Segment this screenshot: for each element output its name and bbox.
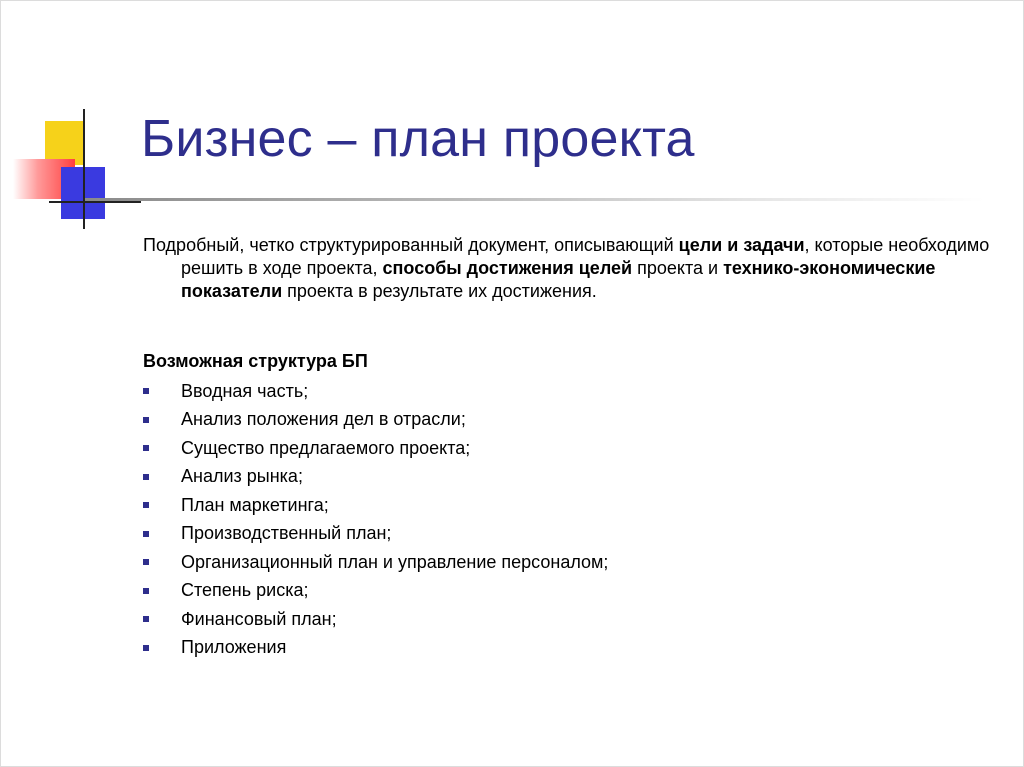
list-item xyxy=(143,605,608,634)
list-item-text: Вводная часть; xyxy=(181,380,309,401)
bullet-square-icon xyxy=(143,588,149,594)
intro-bold-methods: способы достижения целей xyxy=(382,258,633,278)
structure-list xyxy=(143,377,608,662)
list-item xyxy=(143,634,608,663)
intro-bold-goals: цели и задачи xyxy=(678,235,805,255)
deco-vertical-line xyxy=(83,109,85,229)
bullet-square-icon xyxy=(143,616,149,622)
list-item xyxy=(143,463,608,492)
bullet-square-icon xyxy=(143,388,149,394)
list-item-text: Приложения xyxy=(181,637,287,658)
intro-text-3: проекта и xyxy=(632,258,724,278)
title-underline xyxy=(85,198,985,201)
bullet-square-icon xyxy=(143,417,149,423)
list-item-text: Производственный план; xyxy=(181,523,392,544)
intro-text-1: Подробный, четко структурированный документ, описывающий xyxy=(143,235,679,255)
bullet-square-icon xyxy=(143,645,149,651)
deco-horizontal-line xyxy=(49,201,141,203)
intro-text-2: , которые необходимо решить в ходе проекта, xyxy=(181,235,990,278)
list-item-text: Организационный план и управление персоналом; xyxy=(181,551,609,572)
list-item-text: Анализ положения дел в отрасли; xyxy=(181,409,466,430)
bullet-square-icon xyxy=(143,474,149,480)
list-item-text: Финансовый план; xyxy=(181,608,337,629)
list-item xyxy=(143,548,608,577)
list-item xyxy=(143,434,608,463)
structure-heading: Возможная структура БП xyxy=(143,351,368,371)
list-item-text: Степень риска; xyxy=(181,580,309,601)
bullet-square-icon xyxy=(143,531,149,537)
list-item xyxy=(143,406,608,435)
page-title: Бизнес – план проекта xyxy=(141,110,695,168)
list-item xyxy=(143,377,608,406)
list-item xyxy=(143,491,608,520)
list-item xyxy=(143,577,608,606)
bullet-square-icon xyxy=(143,559,149,565)
intro-paragraph xyxy=(143,234,1011,303)
intro-bold-indicators: технико-экономические показатели xyxy=(181,258,936,301)
list-item-text: План маркетинга; xyxy=(181,494,329,515)
bullet-square-icon xyxy=(143,502,149,508)
list-item-text: Существо предлагаемого проекта; xyxy=(181,437,471,458)
intro-text-4: проекта в результате их достижения. xyxy=(282,281,597,301)
list-item xyxy=(143,520,608,549)
bullet-square-icon xyxy=(143,445,149,451)
list-item-text: Анализ рынка; xyxy=(181,466,303,487)
title-decoration-logo xyxy=(1,1,141,241)
